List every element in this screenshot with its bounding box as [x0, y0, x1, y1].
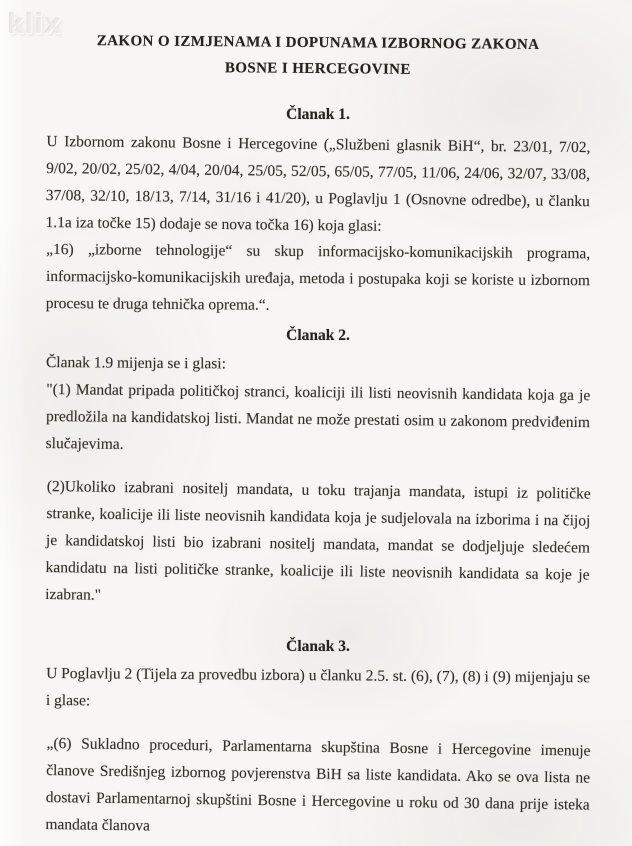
document-title-line1: ZAKON O IZMJENAMA I DOPUNAMA IZBORNOG ZAKONA: [96, 33, 540, 53]
paragraph: "(1) Mandat pripada političkoj stranci, koaliciji ili listi neovisnih kandidata koja ga je predložila na kandidatskoj listi. Mandat ne može prestati osim u zakonom predviđenim slučajevima.: [45, 381, 591, 453]
paragraph: U Poglavlju 2 (Tijela za provedbu izbora) u članku 2.5. st. (6), (7), (8) i (9) mijenjaju se i glase:: [45, 665, 591, 710]
document-title-line2: BOSNE I HERCEGOVINE: [224, 60, 411, 78]
section-clanak-3: [46, 634, 590, 838]
paragraph: „(6) Sukladno proceduri, Parlamentarna skupština Bosne i Hercegovine imenuje članove Središnjeg izbornog povjerenstva BiH sa liste kandidata. Ako se ova lista ne dostavi Parlamentarnoj skupštini Bosne i Hercegovine u roku od 30 dana prije isteka mandata članova: [45, 735, 591, 835]
section-clanak-1: [46, 102, 590, 317]
klix-watermark-logo: klix: [8, 8, 63, 39]
section-heading-clanak-2: Članak 2.: [286, 327, 350, 344]
paragraph: „16) „izborne tehnologije“ su skup informacijsko-komunikacijskih programa, informacijsko-komunikacijskih uređaja, metoda i postupaka koji se koriste u izbornom procesu te druga tehnička oprema.“.: [45, 241, 591, 314]
section-heading-clanak-1: Članak 1.: [286, 106, 350, 123]
paragraph: U Izbornom zakonu Bosne i Hercegovine („Službeni glasnik BiH“, br. 23/01, 7/02, 9/02, 20/02, 25/02, 4/04, 20/04, 25/05, 52/05, 65/05, 77/05, 11/06, 24/06, 32/07, 33/08, 37/08, 32/10, 18/13, 7/14, 31/16 i 41/20), u Poglavlju 1 (Osnovne odredbe), u članku 1.1a iza točke 15) dodaje se nova točka 16) koja glasi:: [45, 133, 591, 235]
section-clanak-2: [46, 323, 590, 608]
paragraph: (2)Ukoliko izabrani nositelj mandata, u toku trajanja mandata, istupi iz političke stranke, koalicije ili liste neovisnih kandidata koja je sudjelovala na izborima i na čijoj je kandidatskoj listi bio izabrani nositelj mandata, mandat se dodjeljuje sledećem kandidatu na listi političke stranke, koalicije ili liste neovisnih kandidata sa koje je izabran.": [45, 478, 591, 604]
paragraph: Članak 1.9 mijenja se i glasi:: [45, 354, 227, 373]
document-title: [46, 28, 590, 85]
section-heading-clanak-3: Članak 3.: [286, 638, 350, 655]
